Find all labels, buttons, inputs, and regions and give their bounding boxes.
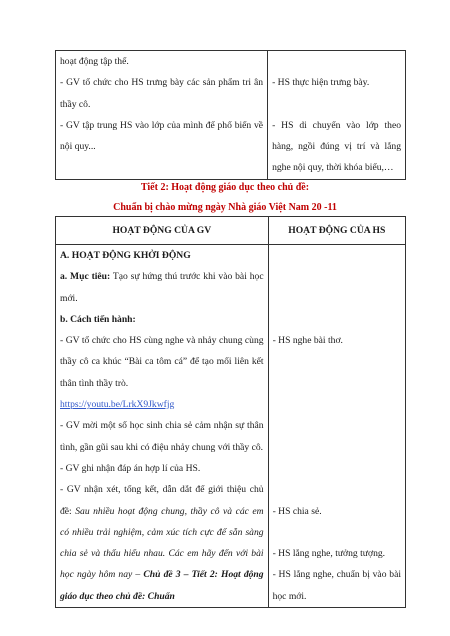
intro-italic: Sau nhiều hoạt động chung, thầy cô và các em có nhiều trải nghiệm, cảm xúc tích cực để sẵn sàng chia sẻ và thấu hiểu nhau. Các em hãy đến với bài học ngày hôm nay –: [60, 505, 264, 581]
student-activity-cell: [268, 51, 406, 180]
intro-paragraph: [60, 479, 264, 607]
text-line: - HS chia sẻ.: [272, 505, 322, 517]
text-line: hoạt động tập thể.: [60, 56, 129, 67]
text-line: - HS lắng nghe, tưởng tượng.: [272, 548, 386, 560]
teacher-activity-cell: [56, 51, 268, 180]
objective-text: Tạo sự hứng thú trước khi vào bài học mới.: [60, 271, 264, 304]
video-link[interactable]: https://youtu.be/LrkX9Jkwfjg: [60, 399, 175, 411]
text-line: - GV tập trung HS vào lớp của mình để phổ biến về nội quy...: [60, 119, 264, 153]
teacher-activity-cell: [56, 245, 269, 608]
method-label: b. Cách tiến hành:: [60, 313, 136, 325]
text-line: - GV ghi nhận đáp án hợp lí của HS.: [60, 462, 201, 474]
text-line: - HS di chuyển vào lớp theo hàng, ngồi đúng vị trí và lắng nghe nội quy, thời khóa biểu,…: [272, 119, 401, 174]
text-line: - HS nghe bài thơ.: [272, 335, 343, 347]
column-header-teacher: HOẠT ĐỘNG CỦA GV: [56, 217, 269, 245]
intro-plain: - GV nhận xét, tổng kết, dẫn dắt để giới thiệu chủ đề:: [60, 484, 264, 517]
text-line: - HS thực hiện trưng bày.: [272, 77, 370, 89]
activity-table-continued: [55, 50, 406, 180]
column-header-student: HOẠT ĐỘNG CỦA HS: [268, 217, 405, 245]
objective-label: a. Mục tiêu:: [60, 271, 111, 283]
lesson-subheading: Chuẩn bị chào mừng ngày Nhà giáo Việt Nam 20 -11: [113, 202, 337, 213]
student-activity-cell: [268, 245, 405, 608]
section-title: A. HOẠT ĐỘNG KHỞI ĐỘNG: [60, 250, 191, 261]
text-line: - GV tổ chức cho HS cùng nghe và nhảy chung cùng thầy cô ca khúc “Bài ca tôm cá” để tạo mối liên kết thân tình thầy trò.: [60, 335, 264, 389]
objective-line: [60, 266, 264, 309]
lesson-activity-table: [55, 216, 406, 608]
intro-bold: Chủ đề 3 – Tiết 2: Hoạt động giáo dục theo chủ đề: Chuẩn: [60, 569, 264, 602]
text-line: - GV mời một số học sinh chia sẻ cảm nhận sự thân tình, gần gũi sau khi có điệu nhảy chung với thầy cô.: [60, 420, 264, 453]
text-line: - HS lắng nghe, chuẩn bị vào bài học mới.: [272, 569, 401, 602]
lesson-heading: Tiết 2: Hoạt động giáo dục theo chủ đề:: [140, 182, 310, 193]
text-line: - GV tổ chức cho HS trưng bày các sản phẩm tri ân thầy cô.: [60, 77, 264, 110]
